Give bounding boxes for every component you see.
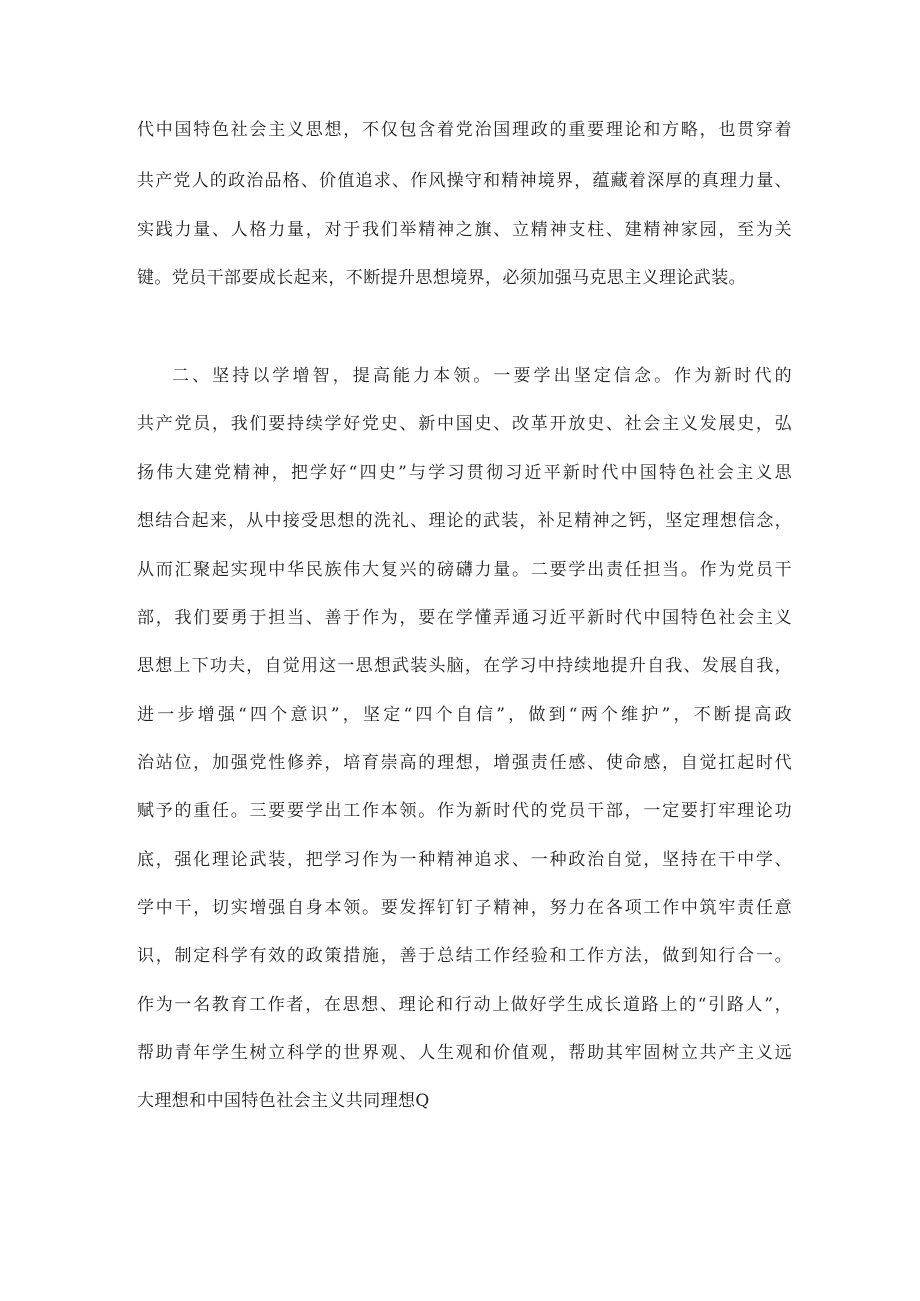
paragraph-2-line-6: 部，我们要勇于担当、善于作为，要在学懂弄通习近平新时代中国特色社会主义 <box>137 608 792 628</box>
paragraph-2-line-4: 想结合起来，从中接受思想的洗礼、理论的武装，补足精神之钙，坚定理想信念， <box>137 511 792 531</box>
paragraph-2-line-10: 赋予的重任。三要要学出工作本领。作为新时代的党员干部，一定要打牢理论功 <box>137 801 792 821</box>
paragraph-2-line-9: 治站位，加强党性修养，培育崇高的理想，增强责任感、使命感，自觉扛起时代 <box>137 753 792 773</box>
paragraph-2-line-14: 作为一名教育工作者，在思想、理论和行动上做好学生成长道路上的“引路人”， <box>137 995 792 1015</box>
paragraph-2-line-16: 大理想和中国特色社会主义共同理想Q <box>137 1091 430 1111</box>
paragraph-1-line-4: 键。党员干部要成长起来，不断提升思想境界，必须加强马克思主义理论武装。 <box>137 268 746 288</box>
paragraph-2-line-3: 扬伟大建党精神，把学好“四史”与学习贯彻习近平新时代中国特色社会主义思 <box>137 463 792 483</box>
paragraph-2-line-8: 进一步增强“四个意识”，坚定“四个自信”，做到“两个维护”，不断提高政 <box>137 705 792 725</box>
paragraph-1-line-3: 实践力量、人格力量，对于我们举精神之旗、立精神支柱、建精神家园，至为关 <box>137 220 792 240</box>
paragraph-2-line-11: 底，强化理论武装，把学习作为一种精神追求、一种政治自觉，坚持在干中学、 <box>137 850 792 870</box>
paragraph-2-line-5: 从而汇聚起实现中华民族伟大复兴的磅礴力量。二要学出责任担当。作为党员干 <box>137 560 792 580</box>
paragraph-2-line-2: 共产党员，我们要持续学好党史、新中国史、改革开放史、社会主义发展史，弘 <box>137 414 792 434</box>
paragraph-1-line-2: 共产党人的政治品格、价值追求、作风操守和精神境界，蕴藏着深厚的真理力量、 <box>137 171 792 191</box>
paragraph-2-line-7: 思想上下功夫，自觉用这一思想武装头脑，在学习中持续地提升自我、发展自我， <box>137 656 792 676</box>
paragraph-2-line-15: 帮助青年学生树立科学的世界观、人生观和价值观，帮助其牢固树立共产主义远 <box>137 1043 792 1063</box>
paragraph-2-line-12: 学中干，切实增强自身本领。要发挥钉钉子精神，努力在各项工作中筑牢责任意 <box>137 898 792 918</box>
paragraph-2-line-1: 二、坚持以学增智，提高能力本领。一要学出坚定信念。作为新时代的 <box>172 366 792 386</box>
paragraph-2-line-13: 识，制定科学有效的政策措施，善于总结工作经验和工作方法，做到知行合一。 <box>137 946 792 966</box>
paragraph-1-line-1: 代中国特色社会主义思想，不仅包含着党治国理政的重要理论和方略，也贯穿着 <box>137 120 792 140</box>
